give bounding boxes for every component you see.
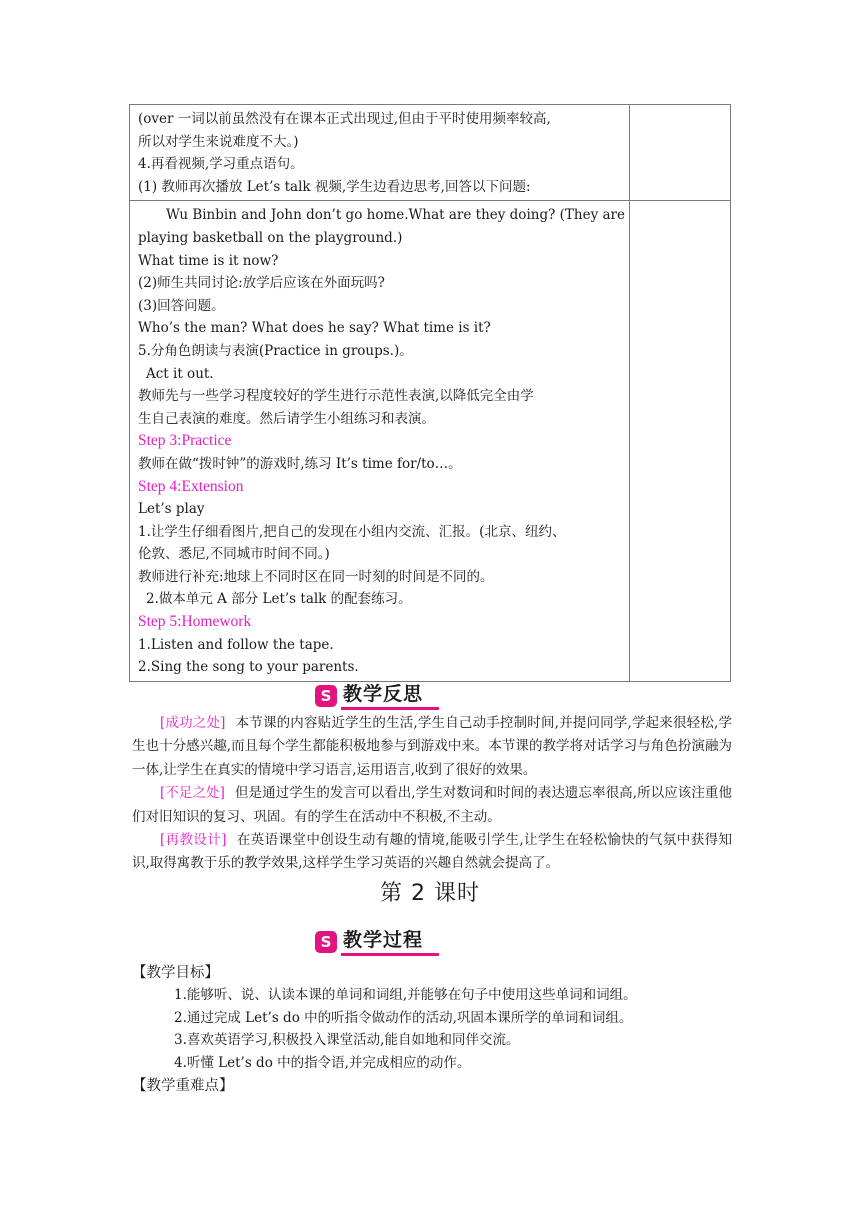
table-cell-main — [130, 105, 630, 201]
objective-item: 1.能够听、说、认读本课的单词和词组,并能够在句子中使用这些单词和词组。 — [174, 987, 637, 1003]
redesign-tag: [再教设计] — [160, 832, 227, 849]
table-row — [130, 105, 731, 201]
text-line: 1.Listen and follow the tape. — [138, 636, 334, 653]
section-title: 教学反思 — [341, 682, 439, 710]
objective-item: 2.通过完成 Let’s do 中的听指令做动作的活动,巩固本课所学的单词和词组。 — [174, 1009, 633, 1026]
text-line: Who’s the man? What does he say? What time is it? — [138, 320, 491, 337]
text-line: 生自己表演的难度。然后请学生小组练习和表演。 — [138, 410, 435, 427]
reflection-shortcoming — [132, 782, 732, 829]
success-text: 本节课的内容贴近学生的生活,学生自己动手控制时间,并提问同学,学起来很轻松,学生也十分感兴趣,而且每个学生都能积极地参与到游戏中来。本节课的教学将对话学习与角色扮演融为一体,让学生在真实的情境中学习语言,运用语言,收到了很好的效果。 — [132, 715, 732, 778]
table-cell-side — [630, 105, 731, 201]
objectives-section — [132, 962, 732, 1097]
text-line: What time is it now? — [138, 252, 279, 269]
reflection-section — [132, 712, 732, 876]
section-title: 教学过程 — [341, 928, 439, 956]
shortcoming-text: 但是通过学生的发言可以看出,学生对数词和时间的表达遗忘率很高,所以应该注重他们对旧知识的复习、巩固。有的学生在活动中不积极,不主动。 — [132, 785, 732, 825]
text-line: 教师进行补充:地球上不同时区在同一时刻的时间是不同的。 — [138, 568, 494, 585]
text-line: Wu Binbin and John don’t go home.What are they doing? (They are — [166, 207, 625, 224]
text-line: 1.让学生仔细看图片,把自己的发现在小组内交流、汇报。(北京、纽约、 — [138, 523, 566, 540]
table-row — [130, 201, 731, 681]
text-line: (3)回答问题。 — [138, 297, 225, 314]
objective-item: 4.听懂 Let’s do 中的指令语,并完成相应的动作。 — [174, 1054, 471, 1071]
text-line: playing basketball on the playground.) — [138, 229, 403, 246]
key-points-heading: 【教学重难点】 — [132, 1078, 234, 1095]
shortcoming-tag: [不足之处] — [160, 785, 225, 802]
objectives-heading: 【教学目标】 — [132, 965, 219, 981]
objective-item: 3.喜欢英语学习,积极投入课堂活动,能自如地和同伴交流。 — [174, 1032, 520, 1049]
text-line: 教师先与一些学习程度较好的学生进行示范性表演,以降低完全由学 — [138, 388, 534, 405]
reflection-success — [132, 712, 732, 782]
table-cell-main — [130, 201, 630, 681]
table-cell-side — [630, 201, 731, 681]
text-line: 所以对学生来说难度不大。) — [138, 133, 299, 150]
text-line: (over 一词以前虽然没有在课本正式出现过,但由于平时使用频率较高, — [138, 111, 551, 127]
step-heading: Step 5:Homework — [138, 613, 252, 631]
text-line: Act it out. — [146, 365, 214, 382]
section-s-icon: S — [315, 931, 337, 953]
step-heading: Step 3:Practice — [138, 432, 232, 450]
text-line: 4.再看视频,学习重点语句。 — [138, 156, 304, 173]
lesson-table — [129, 104, 731, 682]
text-line: 教师在做“拨时钟”的游戏时,练习 It’s time for/to…。 — [138, 455, 462, 472]
reflection-redesign — [132, 829, 732, 876]
text-line: (1) 教师再次播放 Let’s talk 视频,学生边看边思考,回答以下问题: — [138, 178, 531, 195]
lesson-title: 第 2 课时 — [380, 881, 480, 906]
text-line: 2.Sing the song to your parents. — [138, 659, 359, 676]
step-heading: Step 4:Extension — [138, 477, 244, 495]
text-line: (2)师生共同讨论:放学后应该在外面玩吗? — [138, 275, 385, 292]
section-s-icon: S — [315, 685, 337, 707]
success-tag: [成功之处] — [160, 715, 226, 731]
text-line: Let’s play — [138, 501, 205, 518]
section-banner-process — [315, 927, 439, 957]
text-line: 伦敦、悉尼,不同城市时间不同。) — [138, 546, 330, 563]
text-line: 2.做本单元 A 部分 Let’s talk 的配套练习。 — [146, 591, 412, 608]
redesign-text: 在英语课堂中创设生动有趣的情境,能吸引学生,让学生在轻松愉快的气氛中获得知识,取得寓教于乐的教学效果,这样学生学习英语的兴趣自然就会提高了。 — [132, 832, 732, 872]
text-line: 5.分角色朗读与表演(Practice in groups.)。 — [138, 342, 413, 359]
section-banner-reflection — [315, 681, 439, 711]
